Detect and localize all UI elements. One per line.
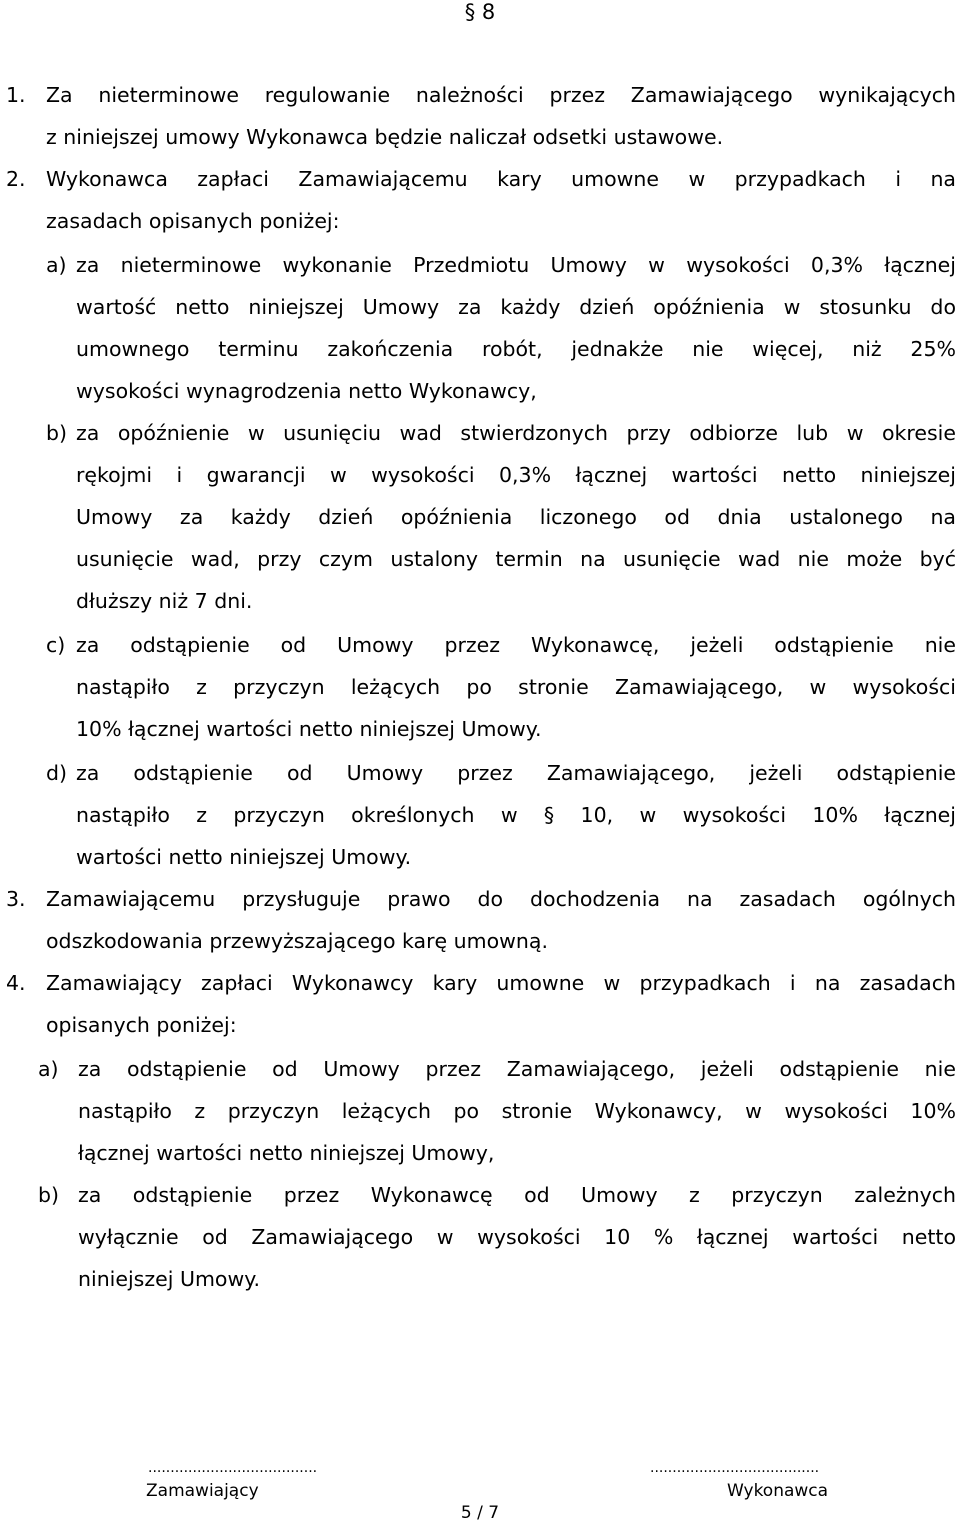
paragraph-line: umownego terminu zakończenia robót, jednakże nie więcej, niż 25% <box>76 337 956 361</box>
paragraph-line: nastąpiło z przyczyn leżących po stronie Zamawiającego, w wysokości <box>76 675 956 699</box>
sub-item-label: d) <box>46 761 68 785</box>
paragraph-line: 10% łącznej wartości netto niniejszej Umowy. <box>76 717 542 741</box>
paragraph-line: rękojmi i gwarancji w wysokości 0,3% łącznej wartości netto niniejszej <box>76 463 956 487</box>
paragraph-line: zasadach opisanych poniżej: <box>46 209 340 233</box>
paragraph-line: wartość netto niniejszej Umowy za każdy dzień opóźnienia w stosunku do <box>76 295 956 319</box>
paragraph-line: za odstąpienie od Umowy przez Zamawiającego, jeżeli odstąpienie nie <box>78 1057 956 1081</box>
paragraph-line: za opóźnienie w usunięciu wad stwierdzonych przy odbiorze lub w okresie <box>76 421 956 445</box>
sub-item-label: b) <box>46 421 68 445</box>
paragraph-line: dłuższy niż 7 dni. <box>76 589 253 613</box>
item-number: 1. <box>6 83 26 107</box>
paragraph-line: za odstąpienie od Umowy przez Wykonawcę, jeżeli odstąpienie nie <box>76 633 956 657</box>
paragraph-line: za nieterminowe wykonanie Przedmiotu Umowy w wysokości 0,3% łącznej <box>76 253 956 277</box>
paragraph-line: nastąpiło z przyczyn określonych w § 10, w wysokości 10% łącznej <box>76 803 956 827</box>
paragraph-line: za odstąpienie od Umowy przez Zamawiającego, jeżeli odstąpienie <box>76 761 956 785</box>
paragraph-line: łącznej wartości netto niniejszej Umowy, <box>78 1141 495 1165</box>
sub-item-label: b) <box>38 1183 60 1207</box>
paragraph-line: Za nieterminowe regulowanie należności przez Zamawiającego wynikających <box>46 83 956 107</box>
paragraph-line: za odstąpienie przez Wykonawcę od Umowy z przyczyn zależnych <box>78 1183 956 1207</box>
sub-item-label: a) <box>38 1057 59 1081</box>
item-number: 2. <box>6 167 26 191</box>
paragraph-line: Zamawiający zapłaci Wykonawcy kary umowne w przypadkach i na zasadach <box>46 971 956 995</box>
signature-line-left: ...................................... <box>148 1460 318 1476</box>
paragraph-line: Zamawiającemu przysługuje prawo do dochodzenia na zasadach ogólnych <box>46 887 956 911</box>
signature-label-right: Wykonawca <box>727 1481 829 1501</box>
item-number: 3. <box>6 887 26 911</box>
paragraph-line: opisanych poniżej: <box>46 1013 237 1037</box>
paragraph-line: Wykonawca zapłaci Zamawiającemu kary umowne w przypadkach i na <box>46 167 956 191</box>
signature-label-left: Zamawiający <box>146 1481 259 1501</box>
sub-item-label: c) <box>46 633 66 657</box>
paragraph-line: wysokości wynagrodzenia netto Wykonawcy, <box>76 379 537 403</box>
sub-item-label: a) <box>46 253 67 277</box>
paragraph-line: wartości netto niniejszej Umowy. <box>76 845 412 869</box>
paragraph-line: niniejszej Umowy. <box>78 1267 260 1291</box>
paragraph-line: odszkodowania przewyższającego karę umowną. <box>46 929 548 953</box>
paragraph-line: nastąpiło z przyczyn leżących po stronie Wykonawcy, w wysokości 10% <box>78 1099 956 1123</box>
paragraph-line: wyłącznie od Zamawiającego w wysokości 10 % łącznej wartości netto <box>78 1225 956 1249</box>
section-heading: § 8 <box>464 0 496 24</box>
paragraph-line: usunięcie wad, przy czym ustalony termin na usunięcie wad nie może być <box>76 547 956 571</box>
paragraph-line: Umowy za każdy dzień opóźnienia liczonego od dnia ustalonego na <box>76 505 956 529</box>
paragraph-line: z niniejszej umowy Wykonawca będzie naliczał odsetki ustawowe. <box>46 125 724 149</box>
item-number: 4. <box>6 971 26 995</box>
page-number: 5 / 7 <box>460 1503 500 1523</box>
signature-line-right: ...................................... <box>650 1460 820 1476</box>
